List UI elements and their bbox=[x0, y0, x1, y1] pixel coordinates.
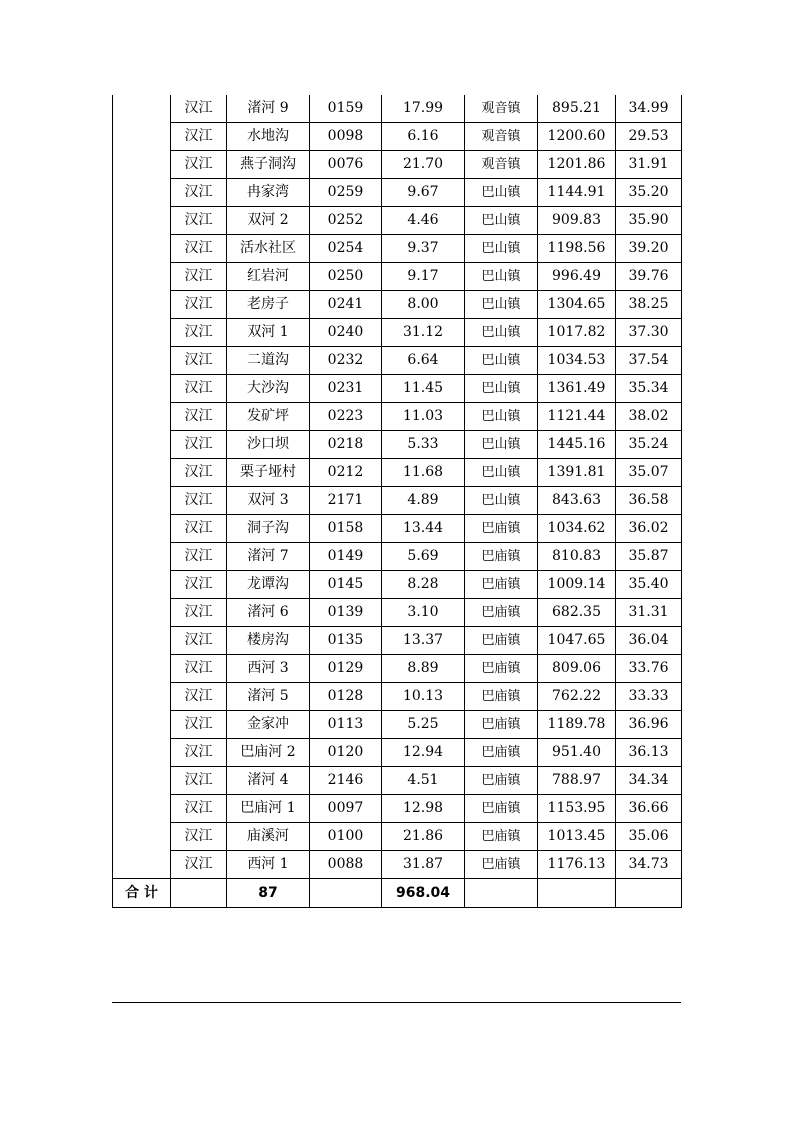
river-cell: 汉江 bbox=[171, 627, 227, 655]
town-cell: 巴山镇 bbox=[465, 207, 538, 235]
name-cell: 渚河 4 bbox=[227, 767, 310, 795]
total-blank-cell bbox=[310, 879, 382, 908]
total-blank-cell bbox=[538, 879, 616, 908]
value2-cell: 36.04 bbox=[616, 627, 682, 655]
town-cell: 巴庙镇 bbox=[465, 711, 538, 739]
area-cell: 8.89 bbox=[382, 655, 465, 683]
table-row bbox=[113, 795, 682, 823]
table-row bbox=[113, 767, 682, 795]
table-row bbox=[113, 235, 682, 263]
town-cell: 巴庙镇 bbox=[465, 543, 538, 571]
total-blank-cell bbox=[171, 879, 227, 908]
blank-lead-cell bbox=[113, 739, 171, 767]
town-cell: 巴庙镇 bbox=[465, 823, 538, 851]
blank-lead-cell bbox=[113, 291, 171, 319]
table-row bbox=[113, 347, 682, 375]
town-cell: 巴庙镇 bbox=[465, 795, 538, 823]
area-cell: 12.94 bbox=[382, 739, 465, 767]
blank-lead-cell bbox=[113, 683, 171, 711]
value1-cell: 1176.13 bbox=[538, 851, 616, 879]
value2-cell: 36.58 bbox=[616, 487, 682, 515]
blank-lead-cell bbox=[113, 347, 171, 375]
area-cell: 9.67 bbox=[382, 179, 465, 207]
table-row bbox=[113, 711, 682, 739]
name-cell: 西河 1 bbox=[227, 851, 310, 879]
town-cell: 巴山镇 bbox=[465, 263, 538, 291]
value2-cell: 29.53 bbox=[616, 123, 682, 151]
code-cell: 0129 bbox=[310, 655, 382, 683]
name-cell: 冉家湾 bbox=[227, 179, 310, 207]
value2-cell: 35.90 bbox=[616, 207, 682, 235]
river-cell: 汉江 bbox=[171, 655, 227, 683]
total-area: 968.04 bbox=[382, 879, 465, 908]
area-cell: 5.69 bbox=[382, 543, 465, 571]
blank-lead-cell bbox=[113, 431, 171, 459]
table-row bbox=[113, 263, 682, 291]
area-cell: 11.45 bbox=[382, 375, 465, 403]
area-cell: 5.33 bbox=[382, 431, 465, 459]
total-blank-cell bbox=[616, 879, 682, 908]
town-cell: 巴庙镇 bbox=[465, 655, 538, 683]
value2-cell: 38.25 bbox=[616, 291, 682, 319]
name-cell: 渚河 5 bbox=[227, 683, 310, 711]
town-cell: 巴庙镇 bbox=[465, 683, 538, 711]
area-cell: 31.12 bbox=[382, 319, 465, 347]
blank-lead-cell bbox=[113, 851, 171, 879]
value1-cell: 1034.53 bbox=[538, 347, 616, 375]
value1-cell: 1200.60 bbox=[538, 123, 616, 151]
table-row bbox=[113, 683, 682, 711]
code-cell: 0231 bbox=[310, 375, 382, 403]
value1-cell: 1304.65 bbox=[538, 291, 616, 319]
code-cell: 0120 bbox=[310, 739, 382, 767]
river-cell: 汉江 bbox=[171, 851, 227, 879]
town-cell: 巴庙镇 bbox=[465, 571, 538, 599]
town-cell: 巴山镇 bbox=[465, 487, 538, 515]
name-cell: 老房子 bbox=[227, 291, 310, 319]
table-row bbox=[113, 123, 682, 151]
river-cell: 汉江 bbox=[171, 515, 227, 543]
name-cell: 渚河 9 bbox=[227, 95, 310, 123]
table-row bbox=[113, 627, 682, 655]
code-cell: 0159 bbox=[310, 95, 382, 123]
code-cell: 0088 bbox=[310, 851, 382, 879]
town-cell: 巴庙镇 bbox=[465, 767, 538, 795]
blank-lead-cell bbox=[113, 767, 171, 795]
river-cell: 汉江 bbox=[171, 207, 227, 235]
value2-cell: 35.87 bbox=[616, 543, 682, 571]
value2-cell: 36.13 bbox=[616, 739, 682, 767]
value1-cell: 1121.44 bbox=[538, 403, 616, 431]
blank-lead-cell bbox=[113, 459, 171, 487]
river-cell: 汉江 bbox=[171, 739, 227, 767]
table-row bbox=[113, 207, 682, 235]
river-cell: 汉江 bbox=[171, 375, 227, 403]
blank-lead-cell bbox=[113, 263, 171, 291]
town-cell: 巴庙镇 bbox=[465, 739, 538, 767]
area-cell: 4.89 bbox=[382, 487, 465, 515]
area-cell: 4.46 bbox=[382, 207, 465, 235]
code-cell: 0145 bbox=[310, 571, 382, 599]
name-cell: 双河 1 bbox=[227, 319, 310, 347]
blank-lead-cell bbox=[113, 571, 171, 599]
value1-cell: 1144.91 bbox=[538, 179, 616, 207]
value2-cell: 34.34 bbox=[616, 767, 682, 795]
value2-cell: 31.91 bbox=[616, 151, 682, 179]
table-row bbox=[113, 823, 682, 851]
value2-cell: 36.02 bbox=[616, 515, 682, 543]
table-row bbox=[113, 571, 682, 599]
code-cell: 0128 bbox=[310, 683, 382, 711]
value2-cell: 36.96 bbox=[616, 711, 682, 739]
area-cell: 13.37 bbox=[382, 627, 465, 655]
code-cell: 0149 bbox=[310, 543, 382, 571]
value2-cell: 31.31 bbox=[616, 599, 682, 627]
code-cell: 0076 bbox=[310, 151, 382, 179]
town-cell: 观音镇 bbox=[465, 151, 538, 179]
value1-cell: 682.35 bbox=[538, 599, 616, 627]
town-cell: 巴庙镇 bbox=[465, 851, 538, 879]
area-cell: 31.87 bbox=[382, 851, 465, 879]
code-cell: 0158 bbox=[310, 515, 382, 543]
blank-lead-cell bbox=[113, 711, 171, 739]
area-cell: 3.10 bbox=[382, 599, 465, 627]
river-cell: 汉江 bbox=[171, 767, 227, 795]
table-row bbox=[113, 375, 682, 403]
value1-cell: 1391.81 bbox=[538, 459, 616, 487]
value2-cell: 35.07 bbox=[616, 459, 682, 487]
table-row bbox=[113, 431, 682, 459]
river-cell: 汉江 bbox=[171, 263, 227, 291]
area-cell: 9.17 bbox=[382, 263, 465, 291]
blank-lead-cell bbox=[113, 543, 171, 571]
table-row bbox=[113, 403, 682, 431]
river-cell: 汉江 bbox=[171, 403, 227, 431]
value1-cell: 895.21 bbox=[538, 95, 616, 123]
value1-cell: 951.40 bbox=[538, 739, 616, 767]
value1-cell: 762.22 bbox=[538, 683, 616, 711]
table-row bbox=[113, 459, 682, 487]
total-label: 合 计 bbox=[113, 879, 171, 908]
value1-cell: 1013.45 bbox=[538, 823, 616, 851]
value2-cell: 35.24 bbox=[616, 431, 682, 459]
table-body bbox=[113, 95, 682, 908]
value1-cell: 843.63 bbox=[538, 487, 616, 515]
code-cell: 0218 bbox=[310, 431, 382, 459]
town-cell: 巴庙镇 bbox=[465, 515, 538, 543]
river-cell: 汉江 bbox=[171, 599, 227, 627]
value2-cell: 38.02 bbox=[616, 403, 682, 431]
river-cell: 汉江 bbox=[171, 123, 227, 151]
table-row bbox=[113, 95, 682, 123]
value1-cell: 1198.56 bbox=[538, 235, 616, 263]
value1-cell: 1201.86 bbox=[538, 151, 616, 179]
area-cell: 11.68 bbox=[382, 459, 465, 487]
value2-cell: 35.06 bbox=[616, 823, 682, 851]
value2-cell: 35.40 bbox=[616, 571, 682, 599]
value2-cell: 35.20 bbox=[616, 179, 682, 207]
value1-cell: 788.97 bbox=[538, 767, 616, 795]
river-cell: 汉江 bbox=[171, 823, 227, 851]
value2-cell: 39.20 bbox=[616, 235, 682, 263]
name-cell: 巴庙河 1 bbox=[227, 795, 310, 823]
blank-lead-cell bbox=[113, 95, 171, 123]
name-cell: 水地沟 bbox=[227, 123, 310, 151]
name-cell: 栗子垭村 bbox=[227, 459, 310, 487]
table-row bbox=[113, 543, 682, 571]
area-cell: 5.25 bbox=[382, 711, 465, 739]
town-cell: 巴山镇 bbox=[465, 431, 538, 459]
town-cell: 巴山镇 bbox=[465, 403, 538, 431]
area-cell: 8.00 bbox=[382, 291, 465, 319]
name-cell: 二道沟 bbox=[227, 347, 310, 375]
value1-cell: 1017.82 bbox=[538, 319, 616, 347]
value2-cell: 36.66 bbox=[616, 795, 682, 823]
value1-cell: 1034.62 bbox=[538, 515, 616, 543]
area-cell: 12.98 bbox=[382, 795, 465, 823]
town-cell: 巴山镇 bbox=[465, 375, 538, 403]
code-cell: 0259 bbox=[310, 179, 382, 207]
river-cell: 汉江 bbox=[171, 151, 227, 179]
code-cell: 0113 bbox=[310, 711, 382, 739]
code-cell: 0232 bbox=[310, 347, 382, 375]
river-cell: 汉江 bbox=[171, 795, 227, 823]
table-row bbox=[113, 851, 682, 879]
area-cell: 9.37 bbox=[382, 235, 465, 263]
blank-lead-cell bbox=[113, 823, 171, 851]
name-cell: 渚河 7 bbox=[227, 543, 310, 571]
name-cell: 龙谭沟 bbox=[227, 571, 310, 599]
table-row bbox=[113, 179, 682, 207]
area-cell: 11.03 bbox=[382, 403, 465, 431]
value2-cell: 34.73 bbox=[616, 851, 682, 879]
river-cell: 汉江 bbox=[171, 543, 227, 571]
name-cell: 西河 3 bbox=[227, 655, 310, 683]
name-cell: 庙溪河 bbox=[227, 823, 310, 851]
code-cell: 0098 bbox=[310, 123, 382, 151]
river-cell: 汉江 bbox=[171, 459, 227, 487]
area-cell: 21.70 bbox=[382, 151, 465, 179]
table-row bbox=[113, 319, 682, 347]
name-cell: 渚河 6 bbox=[227, 599, 310, 627]
blank-lead-cell bbox=[113, 207, 171, 235]
name-cell: 楼房沟 bbox=[227, 627, 310, 655]
total-row bbox=[113, 879, 682, 908]
table-row bbox=[113, 151, 682, 179]
name-cell: 洞子沟 bbox=[227, 515, 310, 543]
river-cell: 汉江 bbox=[171, 431, 227, 459]
name-cell: 活水社区 bbox=[227, 235, 310, 263]
code-cell: 0135 bbox=[310, 627, 382, 655]
blank-lead-cell bbox=[113, 235, 171, 263]
blank-lead-cell bbox=[113, 375, 171, 403]
river-cell: 汉江 bbox=[171, 487, 227, 515]
name-cell: 双河 3 bbox=[227, 487, 310, 515]
blank-lead-cell bbox=[113, 599, 171, 627]
total-count: 87 bbox=[227, 879, 310, 908]
blank-lead-cell bbox=[113, 627, 171, 655]
table-row bbox=[113, 515, 682, 543]
town-cell: 巴山镇 bbox=[465, 179, 538, 207]
town-cell: 巴山镇 bbox=[465, 291, 538, 319]
value2-cell: 34.99 bbox=[616, 95, 682, 123]
table-row bbox=[113, 487, 682, 515]
area-cell: 4.51 bbox=[382, 767, 465, 795]
code-cell: 0212 bbox=[310, 459, 382, 487]
town-cell: 观音镇 bbox=[465, 123, 538, 151]
area-cell: 6.64 bbox=[382, 347, 465, 375]
footer-rule bbox=[112, 1002, 681, 1003]
river-cell: 汉江 bbox=[171, 95, 227, 123]
value1-cell: 1445.16 bbox=[538, 431, 616, 459]
code-cell: 0223 bbox=[310, 403, 382, 431]
table-row bbox=[113, 739, 682, 767]
river-cell: 汉江 bbox=[171, 235, 227, 263]
code-cell: 0139 bbox=[310, 599, 382, 627]
name-cell: 红岩河 bbox=[227, 263, 310, 291]
code-cell: 0097 bbox=[310, 795, 382, 823]
town-cell: 观音镇 bbox=[465, 95, 538, 123]
table-row bbox=[113, 291, 682, 319]
name-cell: 沙口坝 bbox=[227, 431, 310, 459]
data-table bbox=[112, 95, 682, 908]
river-cell: 汉江 bbox=[171, 711, 227, 739]
value1-cell: 1361.49 bbox=[538, 375, 616, 403]
river-cell: 汉江 bbox=[171, 291, 227, 319]
town-cell: 巴山镇 bbox=[465, 459, 538, 487]
value2-cell: 33.33 bbox=[616, 683, 682, 711]
value1-cell: 1153.95 bbox=[538, 795, 616, 823]
blank-lead-cell bbox=[113, 487, 171, 515]
code-cell: 2171 bbox=[310, 487, 382, 515]
town-cell: 巴庙镇 bbox=[465, 627, 538, 655]
value1-cell: 909.83 bbox=[538, 207, 616, 235]
blank-lead-cell bbox=[113, 123, 171, 151]
river-cell: 汉江 bbox=[171, 683, 227, 711]
table-row bbox=[113, 655, 682, 683]
area-cell: 6.16 bbox=[382, 123, 465, 151]
blank-lead-cell bbox=[113, 179, 171, 207]
code-cell: 0252 bbox=[310, 207, 382, 235]
blank-lead-cell bbox=[113, 319, 171, 347]
table-row bbox=[113, 599, 682, 627]
river-cell: 汉江 bbox=[171, 179, 227, 207]
name-cell: 金家冲 bbox=[227, 711, 310, 739]
town-cell: 巴庙镇 bbox=[465, 599, 538, 627]
value2-cell: 37.54 bbox=[616, 347, 682, 375]
value1-cell: 1047.65 bbox=[538, 627, 616, 655]
town-cell: 巴山镇 bbox=[465, 319, 538, 347]
total-blank-cell bbox=[465, 879, 538, 908]
river-cell: 汉江 bbox=[171, 319, 227, 347]
blank-lead-cell bbox=[113, 795, 171, 823]
value2-cell: 33.76 bbox=[616, 655, 682, 683]
code-cell: 0240 bbox=[310, 319, 382, 347]
area-cell: 10.13 bbox=[382, 683, 465, 711]
value2-cell: 35.34 bbox=[616, 375, 682, 403]
code-cell: 2146 bbox=[310, 767, 382, 795]
value2-cell: 37.30 bbox=[616, 319, 682, 347]
area-cell: 13.44 bbox=[382, 515, 465, 543]
value2-cell: 39.76 bbox=[616, 263, 682, 291]
area-cell: 21.86 bbox=[382, 823, 465, 851]
area-cell: 17.99 bbox=[382, 95, 465, 123]
river-cell: 汉江 bbox=[171, 571, 227, 599]
blank-lead-cell bbox=[113, 655, 171, 683]
town-cell: 巴山镇 bbox=[465, 347, 538, 375]
town-cell: 巴山镇 bbox=[465, 235, 538, 263]
code-cell: 0254 bbox=[310, 235, 382, 263]
name-cell: 巴庙河 2 bbox=[227, 739, 310, 767]
blank-lead-cell bbox=[113, 151, 171, 179]
name-cell: 大沙沟 bbox=[227, 375, 310, 403]
name-cell: 发矿坪 bbox=[227, 403, 310, 431]
blank-lead-cell bbox=[113, 515, 171, 543]
value1-cell: 1009.14 bbox=[538, 571, 616, 599]
code-cell: 0241 bbox=[310, 291, 382, 319]
value1-cell: 996.49 bbox=[538, 263, 616, 291]
area-cell: 8.28 bbox=[382, 571, 465, 599]
value1-cell: 1189.78 bbox=[538, 711, 616, 739]
name-cell: 双河 2 bbox=[227, 207, 310, 235]
blank-lead-cell bbox=[113, 403, 171, 431]
river-cell: 汉江 bbox=[171, 347, 227, 375]
name-cell: 燕子洞沟 bbox=[227, 151, 310, 179]
code-cell: 0100 bbox=[310, 823, 382, 851]
value1-cell: 810.83 bbox=[538, 543, 616, 571]
value1-cell: 809.06 bbox=[538, 655, 616, 683]
code-cell: 0250 bbox=[310, 263, 382, 291]
